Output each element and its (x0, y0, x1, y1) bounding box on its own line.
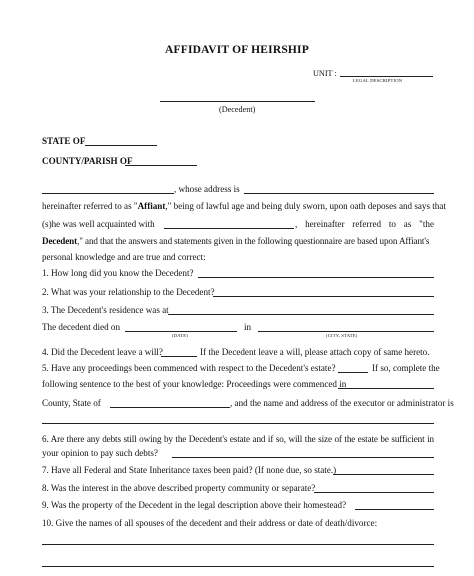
question-6: 6. Are there any debts still owing by the Decedent's estate and if so, will the size of the estate be sufficient in (42, 434, 434, 444)
acquainted-label: (s)he was well acquainted with (42, 219, 155, 229)
question-5: 5. Have any proceedings been commenced with respect to the Decedent's estate? (42, 363, 336, 373)
question-6-cont: your opinion to pay such debts? (42, 448, 158, 458)
question-5-if-so: If so, complete the (372, 363, 440, 373)
proceedings-county-field[interactable] (338, 388, 434, 389)
question-1-field[interactable] (198, 277, 434, 278)
state-field[interactable] (85, 145, 157, 146)
hereinafter-label: , hereinafter referred to as "the (295, 219, 434, 229)
question-1: 1. How long did you know the Decedent? (42, 268, 194, 278)
document-title: AFFIDAVIT OF HEIRSHIP (165, 44, 309, 56)
executor-label: , and the name and address of the executor or administrator is (230, 398, 454, 408)
unit-field[interactable] (340, 76, 433, 77)
unit-label: UNIT : (313, 69, 337, 78)
place-of-death-field[interactable] (258, 331, 434, 332)
state-of-label: STATE OF (42, 136, 86, 146)
paragraph-line-4: personal knowledge and are true and correct: (42, 252, 206, 262)
died-on-label: The decedent died on (42, 322, 121, 332)
question-3: 3. The Decedent's residence was at (42, 305, 169, 315)
question-4: 4. Did the Decedent leave a will? (42, 347, 163, 357)
spouses-line-2[interactable] (42, 566, 434, 567)
question-9: 9. Was the property of the Decedent in the legal description above their homestead? (42, 500, 347, 510)
question-5-field[interactable] (338, 372, 368, 373)
county-parish-label: COUNTY/PARISH OF (42, 156, 133, 166)
question-8: 8. Was the interest in the above described property community or separate? (42, 483, 316, 493)
spouses-line-1[interactable] (42, 544, 434, 545)
question-4-field[interactable] (161, 356, 197, 357)
question-2: 2. What was your relationship to the Decedent? (42, 287, 215, 297)
question-9-field[interactable] (355, 509, 434, 510)
executor-line-1[interactable] (42, 423, 434, 424)
question-7-field[interactable] (333, 474, 434, 475)
affiant-term: Affiant (137, 201, 166, 211)
city-state-caption: (CITY, STATE) (326, 333, 358, 338)
question-5-sentence: following sentence to the best of your knowledge: Proceedings were commenced in (42, 379, 347, 389)
affiant-name-field[interactable] (42, 193, 174, 194)
whose-address-label: , whose address is (174, 184, 240, 194)
residence-field[interactable] (168, 314, 434, 315)
affiant-address-field[interactable] (244, 193, 434, 194)
proceedings-state-field[interactable] (110, 407, 230, 408)
decedent-term: Decedent (42, 236, 78, 246)
date-of-death-field[interactable] (125, 331, 237, 332)
decedent-name-field[interactable] (160, 101, 315, 102)
paragraph-line-1: hereinafter referred to as "Affiant," being of lawful age and being duly sworn, upon oath deposes and says that (42, 201, 446, 211)
question-10: 10. Give the names of all spouses of the decedent and their address or date of death/divorce: (42, 518, 378, 528)
decedent-caption: (Decedent) (219, 105, 256, 114)
question-8-field[interactable] (314, 492, 434, 493)
paragraph-line-3: Decedent," and that the answers and statements given in the following questionnaire are based upon Affiant's (42, 236, 430, 246)
question-7: 7. Have all Federal and State Inheritance taxes been paid? (If none due, so state.) (42, 465, 337, 475)
county-field[interactable] (125, 165, 197, 166)
decedent-acquainted-field[interactable] (164, 228, 294, 229)
legal-description-caption: LEGAL DESCRIPTION (353, 78, 403, 83)
question-4-instruction: If the Decedent leave a will, please attach copy of same hereto. (200, 347, 430, 357)
date-caption: (DATE) (172, 333, 188, 338)
question-6-field[interactable] (172, 457, 434, 458)
in-label: in (244, 322, 252, 332)
question-2-field[interactable] (213, 296, 434, 297)
county-state-label: County, State of (42, 398, 101, 408)
